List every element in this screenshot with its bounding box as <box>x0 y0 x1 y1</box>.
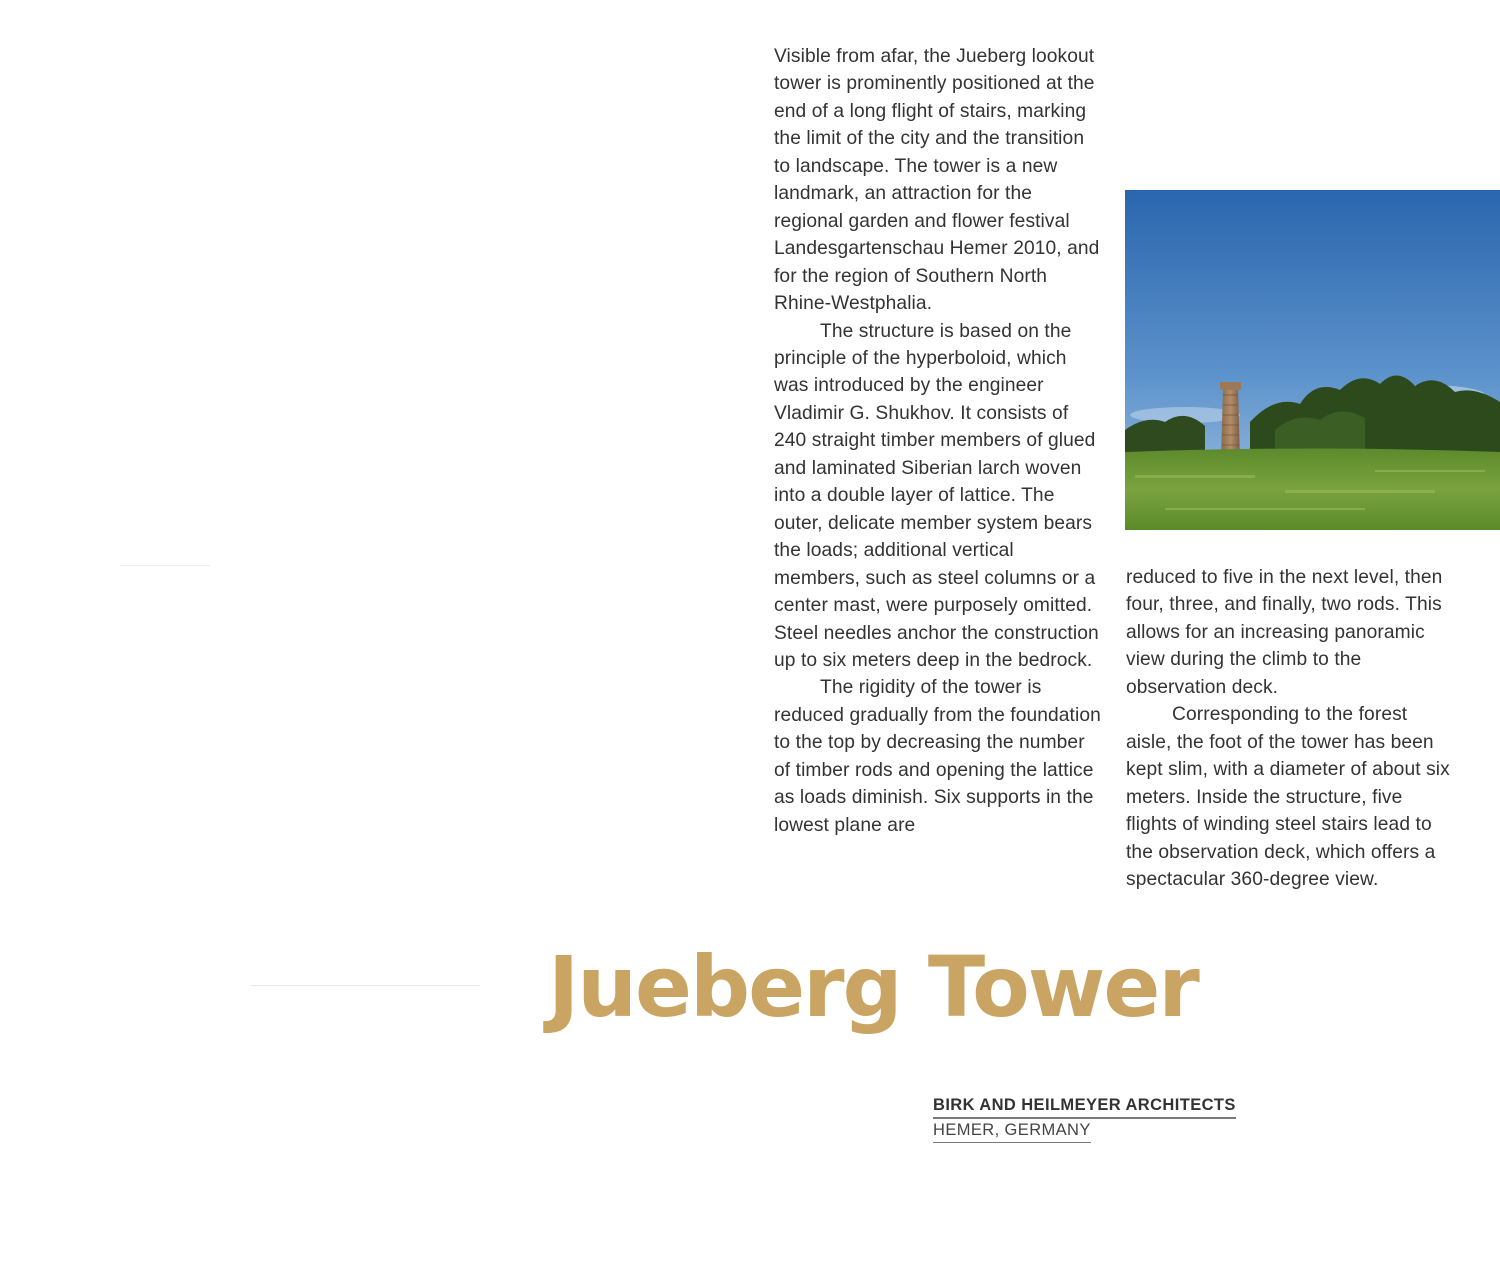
tower-photo <box>1125 190 1500 530</box>
project-location: HEMER, GERMANY <box>933 1119 1091 1143</box>
paragraph-foot: Corresponding to the forest aisle, the foot of the tower has been kept slim, with a diameter of about six meters. Inside the structure, five flights of winding steel stairs lead to the observation deck, which offers a spectacular 360-degree view. <box>1126 704 1450 890</box>
architect-name: BIRK AND HEILMEYER ARCHITECTS <box>933 1094 1236 1119</box>
project-credits <box>933 1094 1236 1143</box>
scan-artifact <box>120 565 210 566</box>
paragraph-structure: The structure is based on the principle of the hyperboloid, which was introduced by the engineer Vladimir G. Shukhov. It consists of 240 straight timber members of glued and laminated Siberian larch woven into a double layer of lattice. The outer, delicate member system bears the loads; additional vertical members, such as steel columns or a center mast, were purposely omitted. Steel needles anchor the construction up to six meters deep in the bedrock. <box>774 320 1099 671</box>
scan-artifact <box>250 985 480 986</box>
meadow <box>1125 449 1500 531</box>
tower-landscape-image <box>1125 190 1500 530</box>
tower-body <box>1221 385 1240 460</box>
tower-deck <box>1220 382 1241 390</box>
article-column-right <box>1126 564 1456 893</box>
paragraph-rigidity: The rigidity of the tower is reduced gradually from the foundation to the top by decreasing the number of timber rods and opening the lattice as loads diminish. Six supports in the lowest plane are <box>774 677 1101 836</box>
page-title: Jueberg Tower <box>548 938 1198 1036</box>
article-column-left <box>774 43 1104 839</box>
paragraph-intro: Visible from afar, the Jueberg lookout tower is prominently positioned at the end of a long flight of stairs, marking the limit of the city and the transition to landscape. The tower is a new landmark, an attraction for the regional garden and flower festival Landesgartenschau Hemer 2010, and for the region of Southern North Rhine-Westphalia. <box>774 46 1100 315</box>
paragraph-rods: reduced to five in the next level, then four, three, and finally, two rods. This allows for an increasing panoramic view during the climb to the observation deck. <box>1126 567 1443 698</box>
